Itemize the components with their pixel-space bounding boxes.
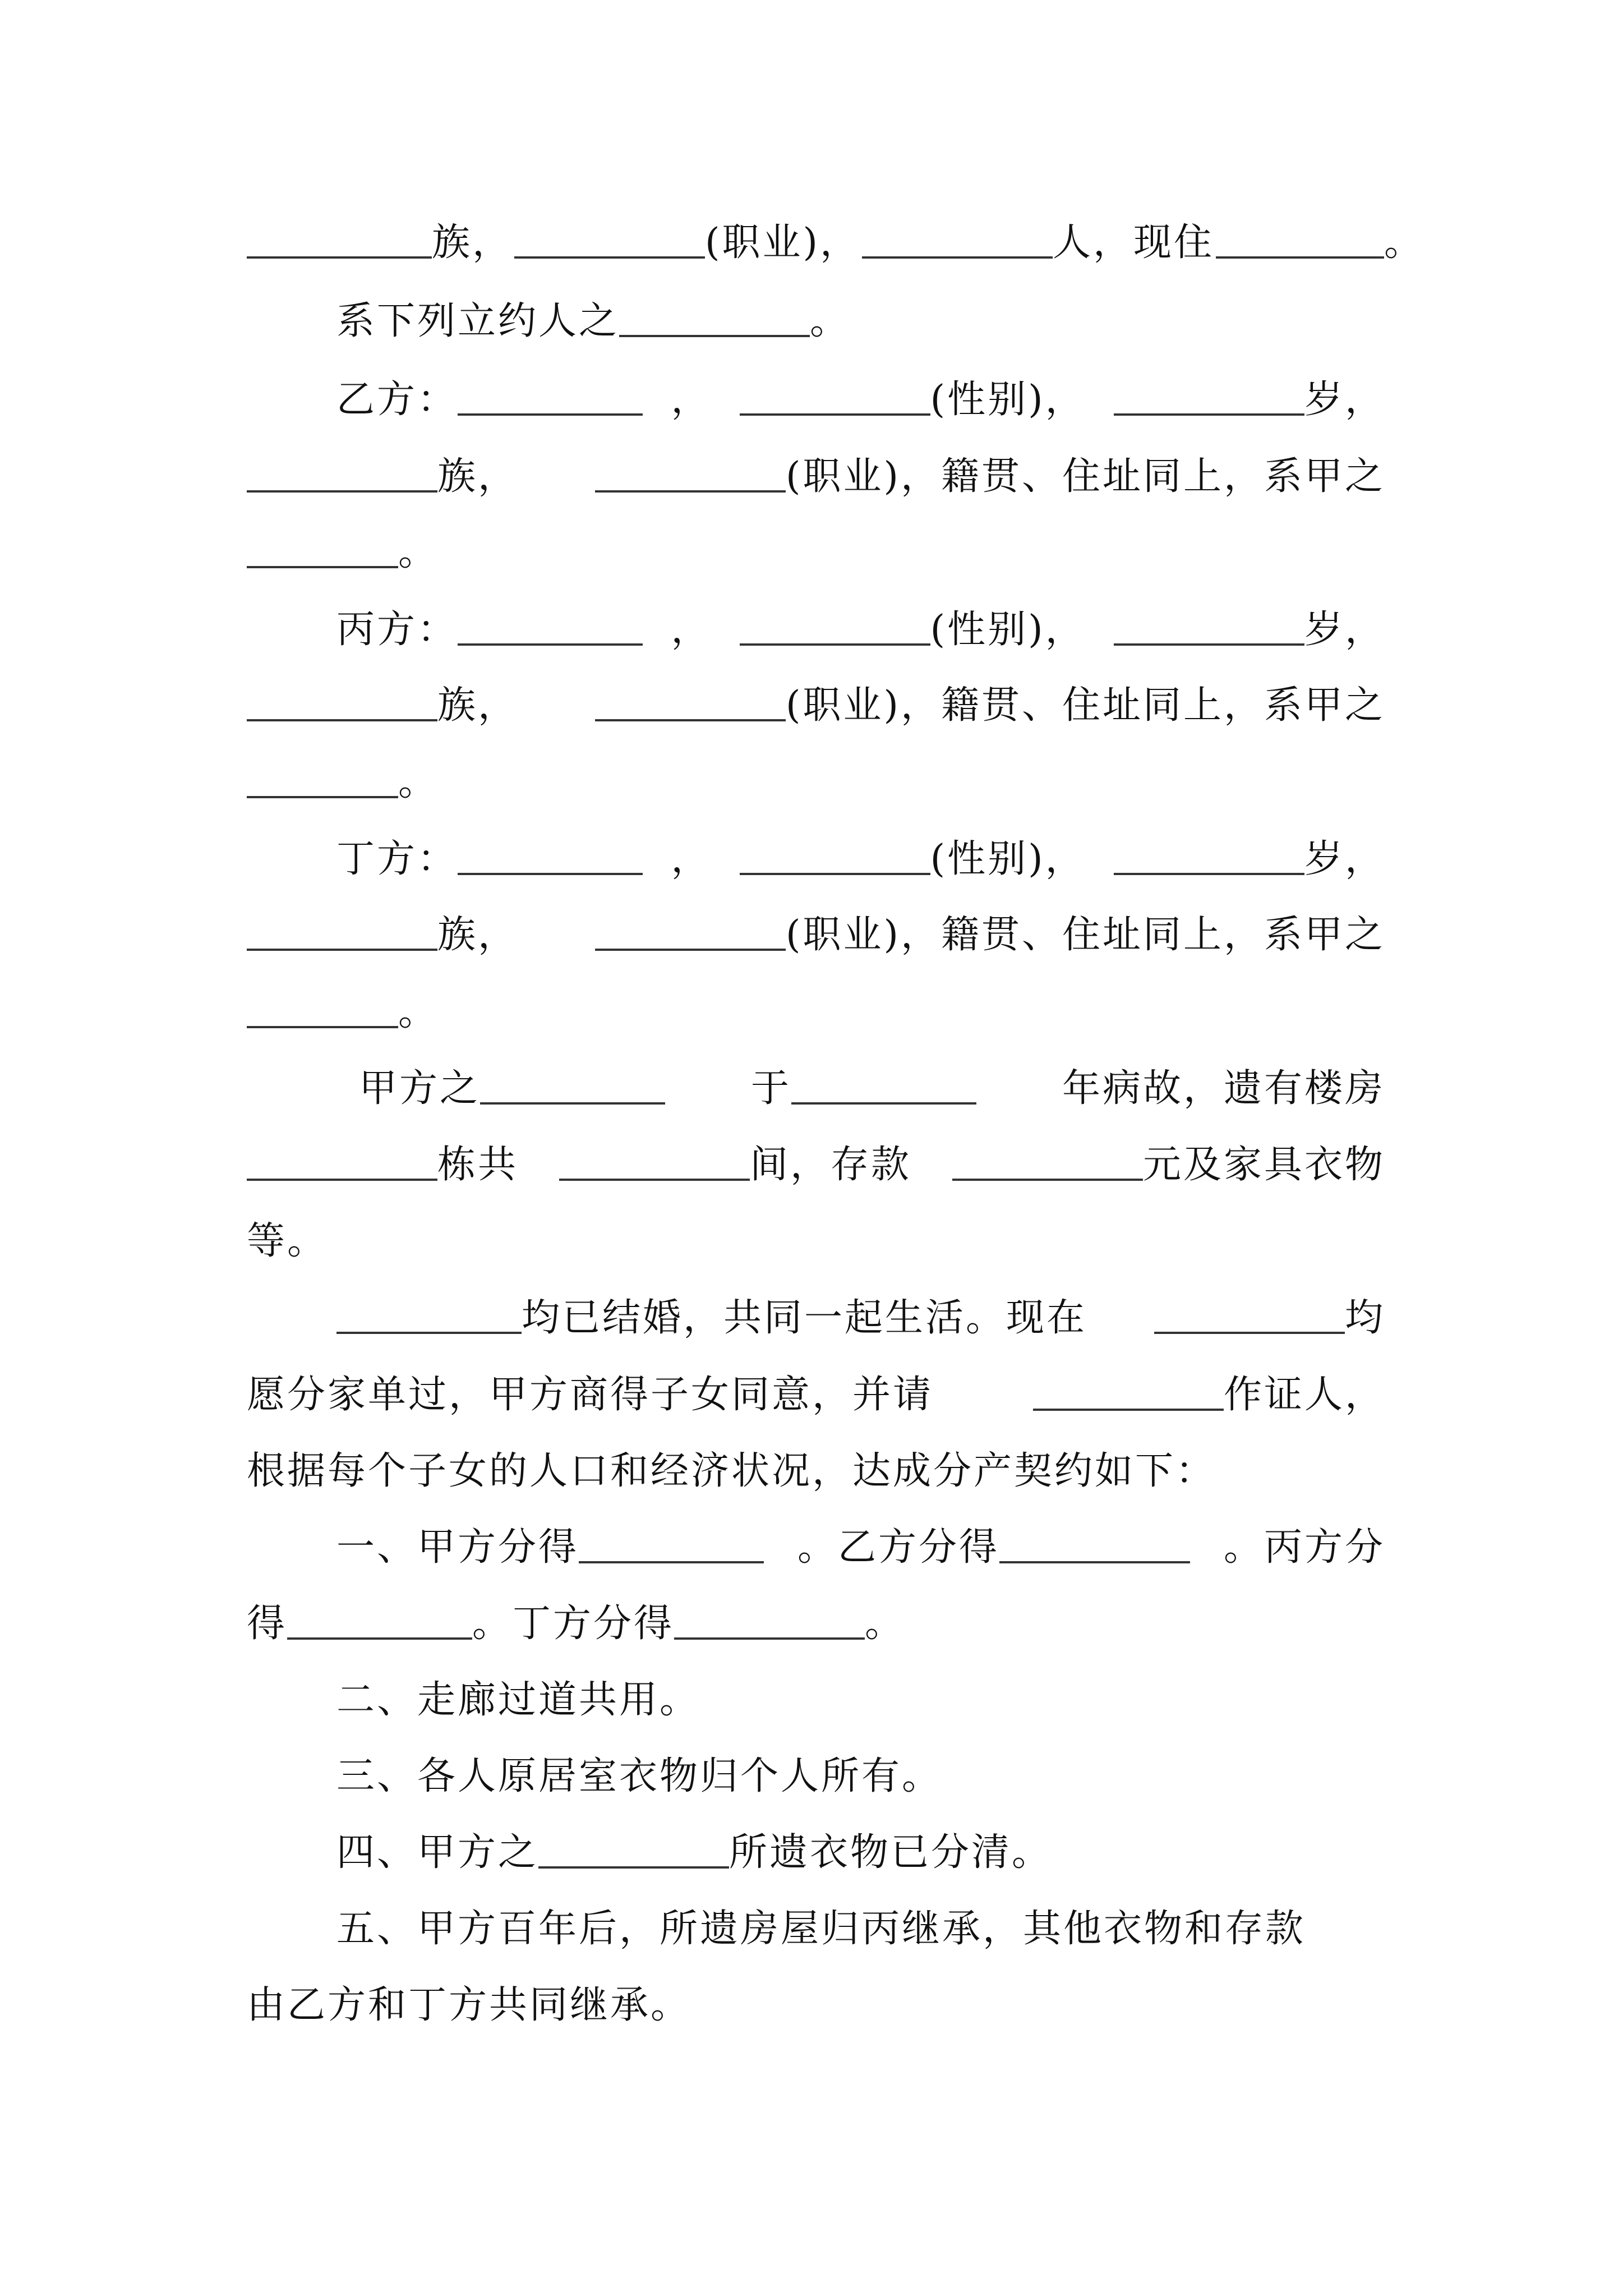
text-segment: (职业)，籍贯、住址同上，系甲之 [785,913,1385,957]
text-segment: 栋共 [437,1143,519,1187]
blank-field [458,411,643,416]
text-line-12 [359,1058,1385,1120]
text-line-16 [247,1364,1385,1426]
blank-field [595,946,786,951]
blank-field [247,794,398,798]
blank-field [247,564,398,568]
text-segment: 均 [1344,1296,1385,1340]
party-bing-line [336,599,1385,661]
blank-field [1114,641,1304,646]
text-segment: ， [671,837,712,881]
text-segment: ， [671,378,712,422]
text-line-14 [247,1211,1385,1272]
blank-field [1216,254,1384,259]
text-segment: 所遗衣物已分清。 [729,1830,1053,1875]
blank-field [862,254,1053,259]
text-line-8 [247,752,1385,813]
blank-field [740,871,930,875]
blank-field [740,411,930,416]
blank-field [247,946,437,951]
text-segment: 四、甲方之 [336,1830,539,1875]
text-line-7 [247,675,1385,737]
blank-field [791,1100,976,1105]
text-segment: 系下列立约人之 [336,299,620,343]
text-line-19 [247,1593,1385,1655]
party-yi-line [336,369,1385,431]
text-segment: (性别)， [930,378,1086,422]
blank-field [595,717,786,721]
blank-field [1114,411,1304,416]
blank-field [287,1635,472,1640]
text-segment: 。 [398,990,439,1034]
text-segment: 愿分家单过，甲方商得子女同意，并请 [247,1373,934,1417]
text-segment: 。 [1384,220,1424,265]
blank-field [480,1100,665,1105]
text-line-11 [247,982,1385,1043]
text-segment: 丁方： [336,837,458,881]
blank-field [595,488,786,493]
text-segment: (性别)， [930,608,1086,652]
blank-field [579,1559,764,1563]
blank-field [740,641,930,646]
text-segment: 元及家具衣物 [1142,1143,1385,1187]
text-line-2 [336,291,1385,352]
text-line-13 [247,1134,1385,1196]
text-segment: (性别)， [930,837,1086,881]
text-segment: (职业)，籍贯、住址同上，系甲之 [785,454,1385,499]
text-segment: ， [671,608,712,652]
blank-field [247,254,432,259]
text-segment: 乙方： [336,378,458,422]
blank-field [1033,1406,1224,1411]
text-segment: 五、甲方百年后，所遗房屋归丙继承，其他衣物和存款 [336,1907,1306,1951]
text-line-10 [247,904,1385,966]
text-segment: 甲方之 [359,1066,481,1111]
clause-4-line [336,1822,1385,1884]
text-segment: 由乙方和丁方共同继承。 [247,1983,691,2027]
clause-5-line [336,1898,1385,1960]
blank-field [247,717,437,721]
text-segment: (职业)， [704,220,861,265]
blank-field [336,1329,522,1334]
text-segment: 等。 [247,1219,328,1263]
text-segment: 均已结婚，共同一起生活。现在 [522,1296,1087,1340]
text-segment: 岁， [1304,837,1385,881]
text-segment: 。丁方分得 [472,1602,675,1646]
blank-field [247,1176,437,1181]
text-segment: 族， [432,220,513,265]
text-segment: 二、走廊过道共用。 [336,1678,700,1722]
text-line-15 [336,1287,1385,1349]
blank-field [247,488,437,493]
text-segment: 族， [437,454,519,499]
blank-field [1114,871,1304,875]
text-segment: 族， [437,913,519,957]
blank-field [514,254,705,259]
text-segment: 于 [750,1066,791,1111]
text-line-24 [247,1975,1385,2036]
blank-field [458,871,643,875]
text-segment: 人，现住 [1052,220,1214,265]
blank-field [538,1864,729,1869]
text-segment: 作证人， [1223,1373,1385,1417]
text-segment: (职业)，籍贯、住址同上，系甲之 [785,683,1385,728]
text-line-5 [247,522,1385,583]
text-segment: 。丙方分 [1223,1525,1385,1570]
text-segment: 。 [398,530,439,574]
party-ding-line [336,829,1385,890]
blank-field [674,1635,865,1640]
blank-field [247,1024,398,1028]
text-line-4 [247,446,1385,508]
text-line-17 [247,1441,1385,1502]
text-segment: 。 [865,1602,906,1646]
blank-field [952,1176,1143,1181]
text-segment: 丙方： [336,608,458,652]
blank-field [619,333,810,337]
text-segment: 。乙方分得 [797,1525,999,1570]
text-segment: 一、甲方分得 [336,1525,579,1570]
text-segment: 族， [437,683,519,728]
text-segment: 岁， [1304,608,1385,652]
text-segment: 岁， [1304,378,1385,422]
blank-field [559,1176,750,1181]
text-segment: 。 [398,760,439,804]
blank-field [458,641,643,646]
text-segment: 得 [247,1602,288,1646]
text-segment: 三、各人原居室衣物归个人所有。 [336,1754,943,1798]
text-segment: 根据每个子女的人口和经济状况，达成分产契约如下： [247,1449,1216,1493]
clause-1-line [336,1517,1385,1579]
blank-field [1154,1329,1345,1334]
blank-field [999,1559,1190,1563]
text-segment: 间，存款 [749,1143,911,1187]
text-segment: 。 [810,299,851,343]
clause-3-line [336,1746,1385,1807]
text-line-1 [247,212,1424,274]
text-segment: 年病故，遗有楼房 [1062,1066,1385,1111]
clause-2-line [336,1669,1385,1731]
